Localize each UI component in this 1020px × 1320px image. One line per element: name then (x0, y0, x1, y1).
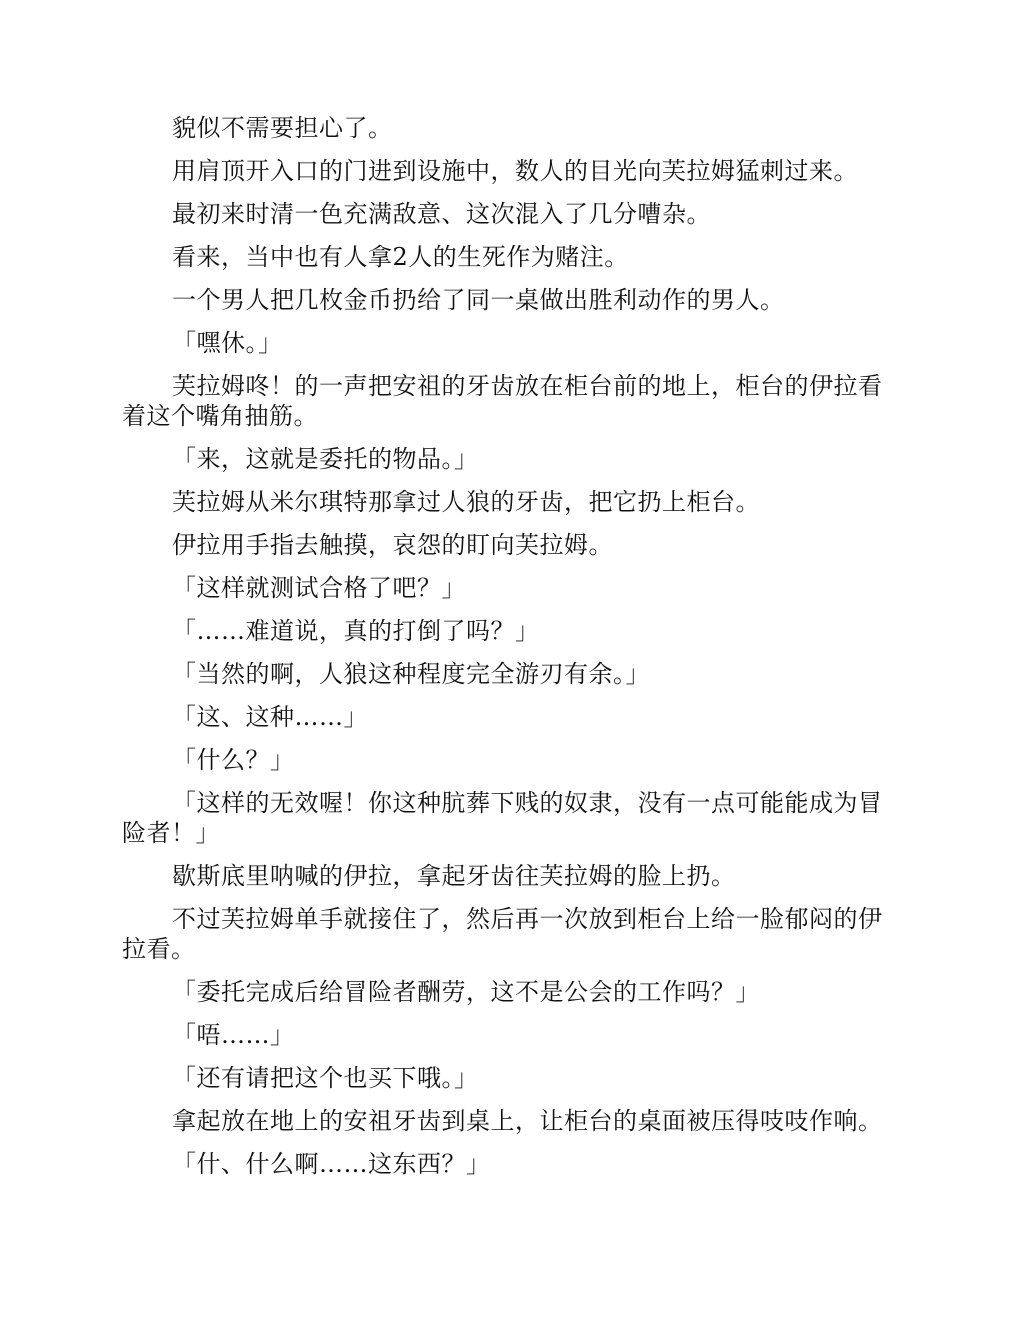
paragraph: 「这、这种……」 (172, 703, 368, 731)
paragraph: 貌似不需要担心了。 (172, 114, 393, 142)
paragraph: 歇斯底里呐喊的伊拉，拿起牙齿往芙拉姆的脸上扔。 (172, 862, 736, 890)
paragraph: 「……难道说，真的打倒了吗？」 (172, 617, 540, 645)
paragraph: 「唔……」 (172, 1021, 295, 1049)
paragraph: 「委托完成后给冒险者酬劳，这不是公会的工作吗？」 (172, 978, 760, 1006)
paragraph: 「嘿休。」 (172, 329, 283, 357)
paragraph: 最初来时清一色充满敌意、这次混入了几分嘈杂。 (172, 200, 711, 228)
document-page (122, 113, 898, 1192)
paragraph: 伊拉用手指去触摸，哀怨的盯向芙拉姆。 (172, 531, 613, 559)
paragraph: 「什么？」 (172, 746, 295, 774)
paragraph: 芙拉姆从米尔琪特那拿过人狼的牙齿，把它扔上柜台。 (172, 488, 760, 516)
paragraph: 「还有请把这个也买下哦。」 (172, 1064, 479, 1092)
paragraph: 「当然的啊，人狼这种程度完全游刃有余。」 (172, 660, 650, 688)
paragraph: 用肩顶开入口的门进到设施中，数人的目光向芙拉姆猛刺过来。 (172, 157, 858, 185)
paragraph: 不过芙拉姆单手就接住了，然后再一次放到柜台上给一脸郁闷的伊拉看。 (122, 905, 883, 963)
paragraph: 芙拉姆咚！的一声把安祖的牙齿放在柜台前的地上，柜台的伊拉看着这个嘴角抽筋。 (122, 372, 883, 430)
paragraph: 「来，这就是委托的物品。」 (172, 445, 479, 473)
paragraph: 一个男人把几枚金币扔给了同一桌做出胜利动作的男人。 (172, 286, 785, 314)
paragraph: 看来，当中也有人拿2人的生死作为赌注。 (172, 243, 629, 271)
paragraph: 「这样的无效喔！你这种肮葬下贱的奴隶，没有一点可能能成为冒险者！」 (122, 789, 883, 847)
paragraph: 拿起放在地上的安祖牙齿到桌上，让柜台的桌面被压得吱吱作响。 (172, 1107, 883, 1135)
paragraph: 「这样就测试合格了吧？」 (172, 574, 466, 602)
paragraph: 「什、什么啊……这东西？」 (172, 1150, 491, 1178)
